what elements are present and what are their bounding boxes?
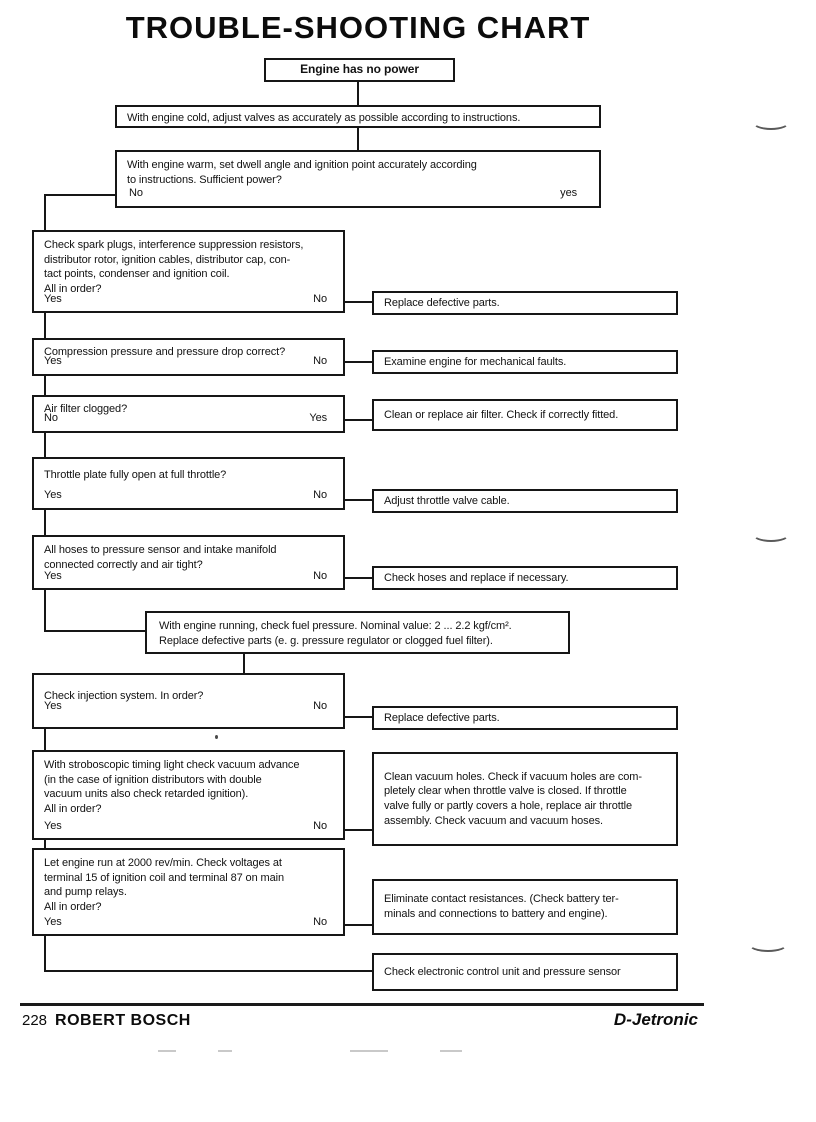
flow-box-text-line: All hoses to pressure sensor and intake manifold bbox=[44, 544, 277, 556]
flow-box-text-line: With stroboscopic timing light check vacuum advance bbox=[44, 759, 300, 771]
decision-label-no: No bbox=[129, 187, 143, 200]
decision-box-air-filter bbox=[32, 395, 345, 433]
page-number: 228 bbox=[22, 1012, 48, 1029]
decision-box-engine-2000 bbox=[32, 848, 345, 936]
connector-line bbox=[345, 499, 372, 501]
result-box-clean-air-filter bbox=[372, 399, 678, 431]
connector-line bbox=[345, 419, 372, 421]
result-box-examine-engine bbox=[372, 350, 678, 374]
decision-box-stroboscopic bbox=[32, 750, 345, 840]
decision-label-yes: Yes bbox=[44, 570, 62, 583]
decision-label-yes: Yes bbox=[44, 489, 62, 502]
result-box-adjust-throttle bbox=[372, 489, 678, 513]
scan-artifact-curve bbox=[752, 526, 790, 542]
connector-line bbox=[44, 970, 372, 972]
result-box-check-ecu bbox=[372, 953, 678, 991]
flow-box-text-line: With engine running, check fuel pressure. Nominal value: 2 ... 2.2 kgf/cm². bbox=[159, 620, 512, 632]
result-text-line: assembly. Check vacuum and vacuum hoses. bbox=[384, 814, 603, 827]
result-text: Replace defective parts. bbox=[384, 711, 500, 724]
result-text: Clean or replace air filter. Check if correctly fitted. bbox=[384, 408, 619, 421]
flow-box-text-line: (in the case of ignition distributors with double bbox=[44, 773, 262, 786]
result-text-line: minals and connections to battery and engine). bbox=[384, 908, 608, 920]
flow-box-text-line: tact points, condenser and ignition coil. bbox=[44, 268, 230, 281]
connector-line bbox=[345, 829, 372, 831]
connector-line bbox=[44, 433, 46, 457]
connector-line bbox=[44, 313, 46, 338]
connector-line bbox=[345, 924, 372, 926]
flow-box-engine-no-power bbox=[264, 58, 455, 82]
scan-artifact-dash bbox=[218, 1050, 232, 1052]
connector-line bbox=[44, 936, 46, 972]
flow-box-text: With engine cold, adjust valves as accurately as possible according to instructions. bbox=[127, 112, 521, 124]
flow-box-text-line: Check injection system. In order? bbox=[44, 690, 204, 702]
connector-line bbox=[243, 654, 245, 673]
flow-box-text-line: to instructions. Sufficient power? bbox=[127, 173, 282, 186]
connector-line bbox=[44, 194, 115, 196]
flow-box-fuel-pressure bbox=[145, 611, 570, 654]
flow-box-text-line: vacuum units also check retarded ignition). bbox=[44, 788, 249, 801]
decision-label-yes: Yes bbox=[44, 916, 62, 929]
flow-box-text: Engine has no power bbox=[300, 62, 419, 77]
result-text-line: valve fully or partly covers a hole, replace air throttle bbox=[384, 800, 633, 812]
connector-line bbox=[44, 840, 46, 848]
decision-box-throttle-plate bbox=[32, 457, 345, 510]
decision-box-warm-dwell bbox=[115, 150, 601, 208]
decision-label-no: No bbox=[313, 700, 327, 713]
decision-label-yes: Yes bbox=[44, 820, 62, 833]
decision-label-no: No bbox=[313, 570, 327, 583]
flow-box-text-line: distributor rotor, ignition cables, distributor cap, con- bbox=[44, 253, 291, 266]
page-footer-left bbox=[22, 1012, 191, 1030]
decision-box-spark-plugs bbox=[32, 230, 345, 313]
system-name: D-Jetronic bbox=[613, 1010, 698, 1029]
connector-line bbox=[44, 194, 46, 230]
decision-label-yes: Yes bbox=[44, 700, 62, 713]
scan-artifact-curve bbox=[748, 936, 788, 952]
result-text: Check electronic control unit and pressure sensor bbox=[384, 965, 621, 978]
result-text-line: Eliminate contact resistances. (Check battery ter- bbox=[384, 893, 619, 906]
scan-artifact-dash bbox=[158, 1050, 176, 1052]
flow-box-text-line: terminal 15 of ignition coil and terminal 87 on main bbox=[44, 871, 284, 884]
decision-label-no: No bbox=[44, 412, 58, 425]
connector-line bbox=[345, 577, 372, 579]
connector-line bbox=[44, 590, 46, 632]
flow-box-text-line: connected correctly and air tight? bbox=[44, 558, 203, 571]
flow-box-text-line: and pump relays. bbox=[44, 886, 127, 899]
flow-box-text-line: All in order? bbox=[44, 282, 102, 295]
connector-line bbox=[357, 128, 359, 150]
decision-label-yes: yes bbox=[560, 187, 577, 200]
connector-line bbox=[44, 630, 145, 632]
result-text-line: Clean vacuum holes. Check if vacuum holes are com- bbox=[384, 770, 642, 783]
scan-artifact-dash bbox=[350, 1050, 388, 1052]
result-box-replace-parts-2 bbox=[372, 706, 678, 730]
result-text: Check hoses and replace if necessary. bbox=[384, 571, 569, 584]
flow-box-adjust-valves bbox=[115, 105, 601, 128]
scan-artifact-dash bbox=[440, 1050, 462, 1052]
publisher-name: ROBERT BOSCH bbox=[55, 1012, 191, 1029]
decision-label-yes: Yes bbox=[44, 293, 62, 306]
scan-artifact-curve bbox=[752, 114, 790, 130]
flow-box-text-line: All in order? bbox=[44, 802, 102, 815]
result-text-line: pletely clear when throttle valve is closed. If throttle bbox=[384, 785, 627, 798]
connector-line bbox=[345, 301, 372, 303]
result-text: Replace defective parts. bbox=[384, 296, 500, 309]
connector-line bbox=[357, 82, 359, 105]
result-text: Adjust throttle valve cable. bbox=[384, 494, 510, 507]
page-title: TROUBLE-SHOOTING CHART bbox=[125, 10, 591, 45]
flow-box-text-line: All in order? bbox=[44, 900, 102, 913]
decision-label-no: No bbox=[313, 293, 327, 306]
decision-box-injection bbox=[32, 673, 345, 729]
decision-label-yes: Yes bbox=[309, 412, 327, 425]
connector-line bbox=[345, 361, 372, 363]
scan-artifact-speck bbox=[215, 735, 218, 739]
result-text: Examine engine for mechanical faults. bbox=[384, 355, 567, 368]
decision-label-no: No bbox=[313, 355, 327, 368]
decision-box-compression bbox=[32, 338, 345, 376]
connector-line bbox=[44, 510, 46, 535]
flow-box-text-line: Let engine run at 2000 rev/min. Check voltages at bbox=[44, 857, 282, 869]
result-box-check-hoses bbox=[372, 566, 678, 590]
decision-label-yes: Yes bbox=[44, 355, 62, 368]
result-box-clean-vacuum bbox=[372, 752, 678, 846]
decision-label-no: No bbox=[313, 820, 327, 833]
flow-box-text-line: Air filter clogged? bbox=[44, 403, 128, 415]
decision-label-no: No bbox=[313, 916, 327, 929]
connector-line bbox=[44, 376, 46, 395]
connector-line bbox=[44, 729, 46, 750]
footer-rule bbox=[20, 1003, 704, 1006]
result-box-replace-parts-1 bbox=[372, 291, 678, 315]
flow-box-text-line: Replace defective parts (e. g. pressure regulator or clogged fuel filter). bbox=[159, 634, 493, 647]
result-box-eliminate-contact bbox=[372, 879, 678, 935]
flow-box-text-line: Throttle plate fully open at full throttle? bbox=[44, 469, 227, 481]
flow-box-text-line: Compression pressure and pressure drop correct? bbox=[44, 346, 286, 358]
connector-line bbox=[345, 716, 372, 718]
flow-box-text-line: Check spark plugs, interference suppression resistors, bbox=[44, 239, 304, 251]
decision-label-no: No bbox=[313, 489, 327, 502]
decision-box-hoses bbox=[32, 535, 345, 590]
flow-box-text-line: With engine warm, set dwell angle and ignition point accurately according bbox=[127, 159, 477, 171]
